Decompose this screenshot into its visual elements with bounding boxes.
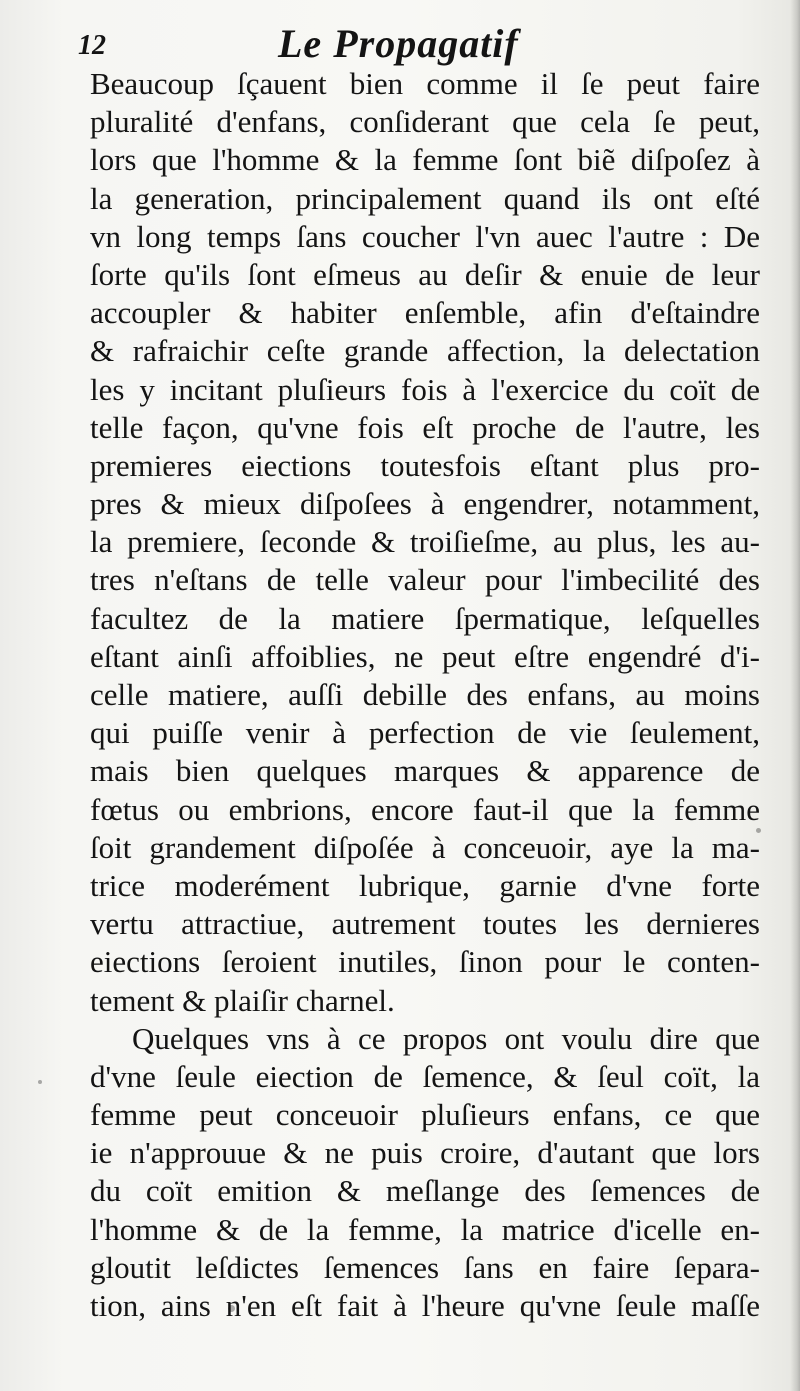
text-line: du coït emition & meſlange des ſemences de <box>90 1173 760 1209</box>
body-text <box>90 65 760 1325</box>
text-line: celle matiere, auſſi debille des enfans, au moins <box>90 677 760 712</box>
text-line: la premiere, ſeconde & troiſieſme, au plus, les au- <box>90 524 760 560</box>
text-line: mais bien quelques marques & apparence de <box>90 753 760 789</box>
text-line: ie n'approuue & ne puis croire, d'autant que lors <box>90 1135 760 1171</box>
text-line: d'vne ſeule eiection de ſemence, & ſeul coït, la <box>90 1058 760 1094</box>
text-line: pres & mieux diſpoſees à engendrer, notamment, <box>90 486 760 522</box>
text-line: les y incitant pluſieurs fois à l'exercice du coït de <box>90 371 760 407</box>
text-line: eiections ſeroient inutiles, ſinon pour le conten- <box>90 944 760 980</box>
text-line: vn long temps ſans coucher l'vn auec l'autre : De <box>90 218 760 254</box>
paragraph-1 <box>90 65 760 1020</box>
text-line: l'homme & de la femme, la matrice d'icelle en- <box>90 1211 760 1247</box>
text-line: gloutit leſdictes ſemences ſans en faire ſepara- <box>90 1249 760 1285</box>
text-line: accoupler & habiter enſemble, afin d'eſtaindre <box>90 295 760 331</box>
running-title: Le Propagatif <box>278 21 519 66</box>
text-line: premieres eiections toutesfois eſtant plus pro- <box>90 447 760 483</box>
text-line: eſtant ainſi affoiblies, ne peut eſtre engendré d'i- <box>90 638 760 674</box>
page-number: 12 <box>78 30 106 61</box>
text-line: Beaucoup ſçauent bien comme il ſe peut faire <box>90 66 760 101</box>
text-line: lors que l'homme & la femme ſont biẽ diſpoſez à <box>90 142 760 178</box>
text-line: qui puiſſe venir à perfection de vie ſeulement, <box>90 715 760 751</box>
text-line: pluralité d'enfans, conſiderant que cela ſe peut, <box>90 104 760 140</box>
page-header <box>78 10 760 70</box>
text-line: ſorte qu'ils ſont eſmeus au deſir & enuie de leur <box>90 256 760 292</box>
text-line: tion, ains n'en eſt fait à l'heure qu'vne ſeule maſſe <box>90 1288 760 1323</box>
paragraph-2 <box>90 1020 760 1326</box>
text-line: & rafraichir ceſte grande affection, la delectation <box>90 333 760 369</box>
text-line: Quelques vns à ce propos ont voulu dire que <box>132 1020 760 1056</box>
text-line: tres n'eſtans de telle valeur pour l'imbecilité des <box>90 562 760 598</box>
text-line: vertu attractiue, autrement toutes les dernieres <box>90 906 760 942</box>
text-line: telle façon, qu'vne fois eſt proche de l'autre, les <box>90 409 760 445</box>
text-line: fœtus ou embrions, encore faut-il que la femme <box>90 791 760 827</box>
text-line: tement & plaiſir charnel. <box>90 982 395 1018</box>
text-line: facultez de la matiere ſpermatique, leſquelles <box>90 600 760 636</box>
text-line: femme peut conceuoir pluſieurs enfans, ce que <box>90 1097 760 1133</box>
text-line: trice moderément lubrique, garnie d'vne forte <box>90 867 760 903</box>
text-line: ſoit grandement diſpoſée à conceuoir, aye la ma- <box>90 829 760 865</box>
page-edge-shadow <box>790 0 800 1391</box>
text-line: la generation, principalement quand ils ont eſté <box>90 180 760 216</box>
ink-speck <box>38 1080 42 1084</box>
